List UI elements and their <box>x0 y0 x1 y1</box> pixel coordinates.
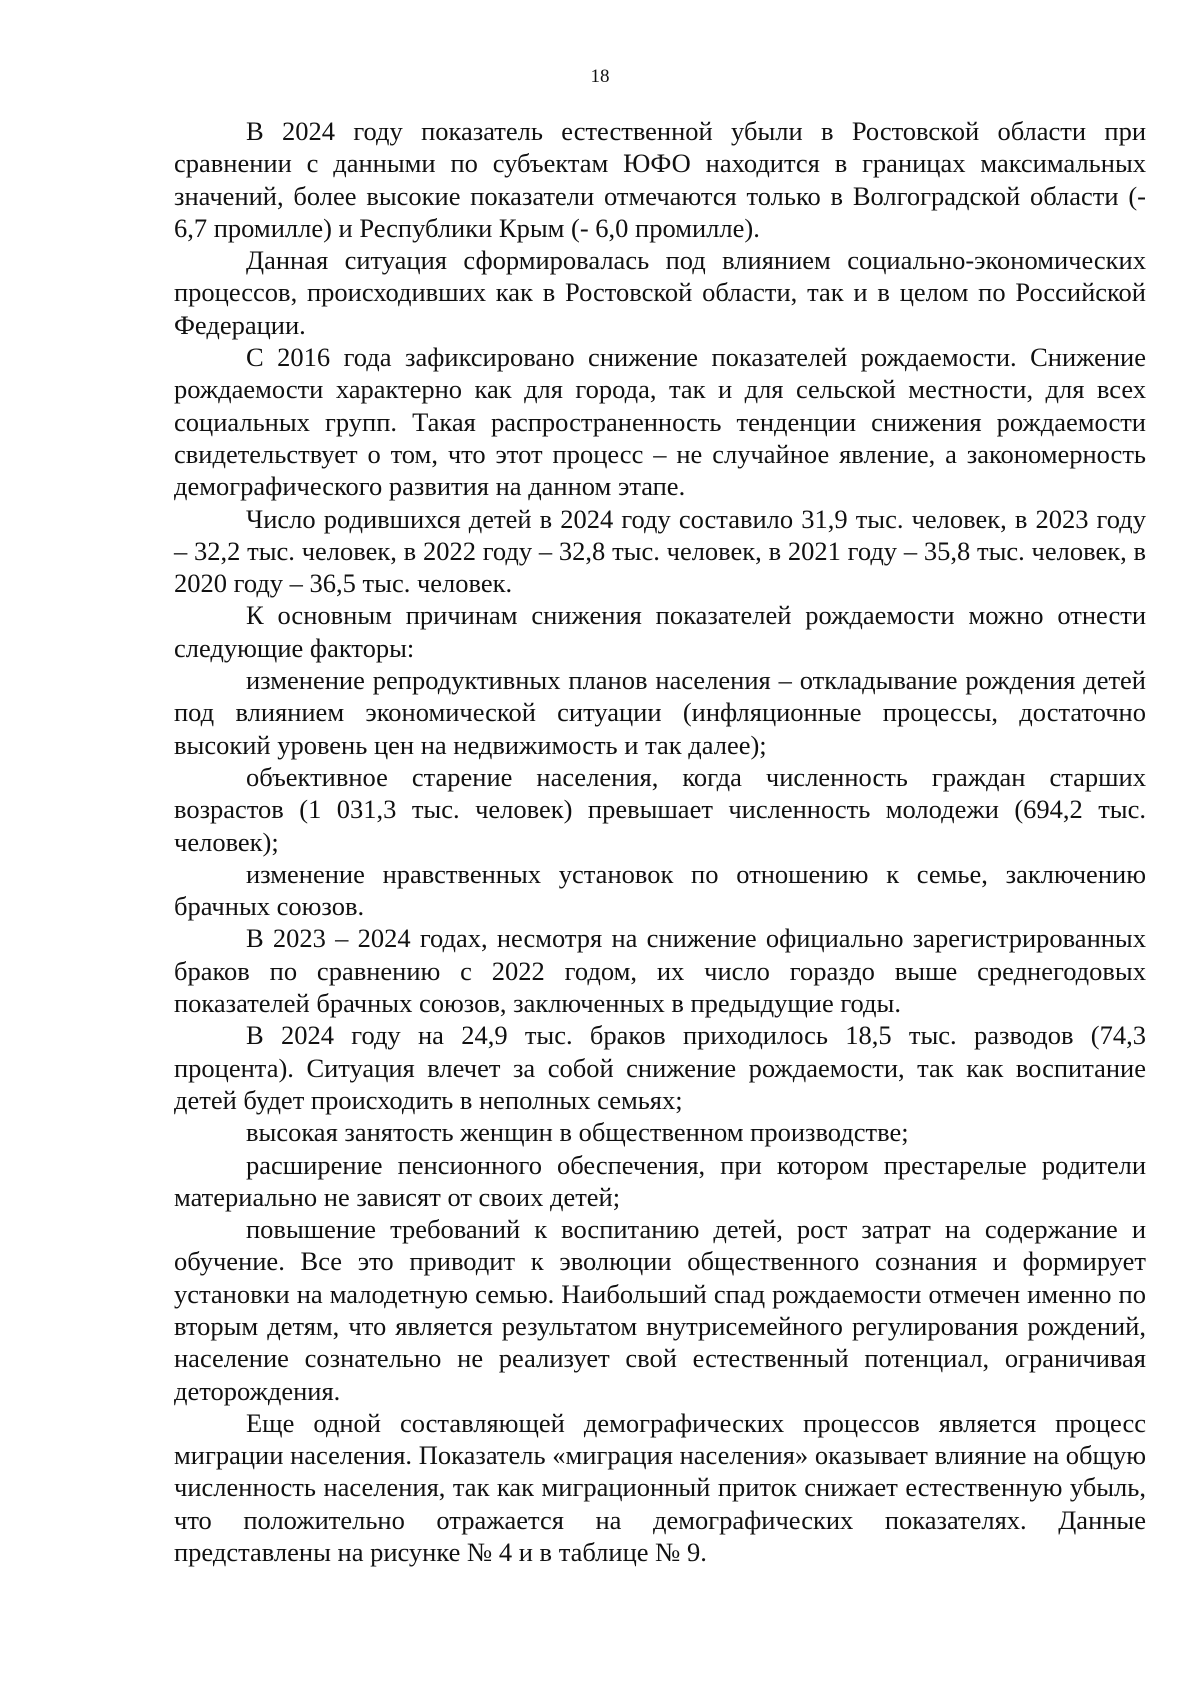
paragraph: В 2024 году показатель естественной убыли в Ростовской области при сравнении с данными по субъектам ЮФО находится в границах максимальных значений, более высокие показатели отмечаются только в Волгоградской области (- 6,7 промилле) и Республики Крым (- 6,0 промилле). <box>174 116 1146 243</box>
paragraph: В 2023 – 2024 годах, несмотря на снижение официально зарегистрированных браков по сравнению с 2022 годом, их число гораздо выше среднегодовых показателей брачных союзов, заключенных в предыдущие годы. <box>174 923 1146 1019</box>
page-number: 18 <box>590 66 610 87</box>
paragraph: изменение репродуктивных планов населения – откладывание рождения детей под влиянием экономической ситуации (инфляционные процессы, достаточно высокий уровень цен на недвижимость и так далее); <box>174 665 1146 760</box>
paragraph: расширение пенсионного обеспечения, при котором престарелые родители материально не зависят от своих детей; <box>174 1149 1146 1212</box>
paragraph: Данная ситуация сформировалась под влиянием социально-экономических процессов, происходивших как в Ростовской области, так и в целом по Российской Федерации. <box>174 245 1146 340</box>
paragraph: повышение требований к воспитанию детей, рост затрат на содержание и обучение. Все это приводит к эволюции общественного сознания и формирует установки на малодетную семью. Наибольший спад рождаемости отмечен именно по вторым детям, что является результатом внутрисемейного регулирования рождений, население сознательно не реализует свой естественный потенциал, ограничивая деторождения. <box>174 1214 1146 1406</box>
body-text <box>174 115 1146 1568</box>
paragraph: С 2016 года зафиксировано снижение показателей рождаемости. Снижение рождаемости характерно как для города, так и для сельской местности, для всех социальных групп. Такая распространенность тенденции снижения рождаемости свидетельствует о том, что этот процесс – не случайное явление, а закономерность демографического развития на данном этапе. <box>174 342 1146 502</box>
paragraph: объективное старение населения, когда численность граждан старших возрастов (1 031,3 тыс. человек) превышает численность молодежи (694,2 тыс. человек); <box>174 761 1146 857</box>
paragraph: В 2024 году на 24,9 тыс. браков приходилось 18,5 тыс. разводов (74,3 процента). Ситуация влечет за собой снижение рождаемости, так как воспитание детей будет происходить в неполных семьях; <box>174 1020 1146 1115</box>
paragraph: Число родившихся детей в 2024 году составило 31,9 тыс. человек, в 2023 году – 32,2 тыс. человек, в 2022 году – 32,8 тыс. человек, в 2021 году – 35,8 тыс. человек, в 2020 году – 36,5 тыс. человек. <box>174 503 1146 599</box>
paragraph: изменение нравственных установок по отношению к семье, заключению брачных союзов. <box>174 858 1146 922</box>
paragraph: Еще одной составляющей демографических процессов является процесс миграции населения. Показатель «миграция населения» оказывает влияние на общую численность населения, так как миграционный приток снижает естественную убыль, что положительно отражается на демографических показателях. Данные представлены на рисунке № 4 и в таблице № 9. <box>174 1407 1146 1568</box>
paragraph: высокая занятость женщин в общественном производстве; <box>246 1117 909 1148</box>
paragraph: К основным причинам снижения показателей рождаемости можно отнести следующие факторы: <box>174 600 1146 663</box>
